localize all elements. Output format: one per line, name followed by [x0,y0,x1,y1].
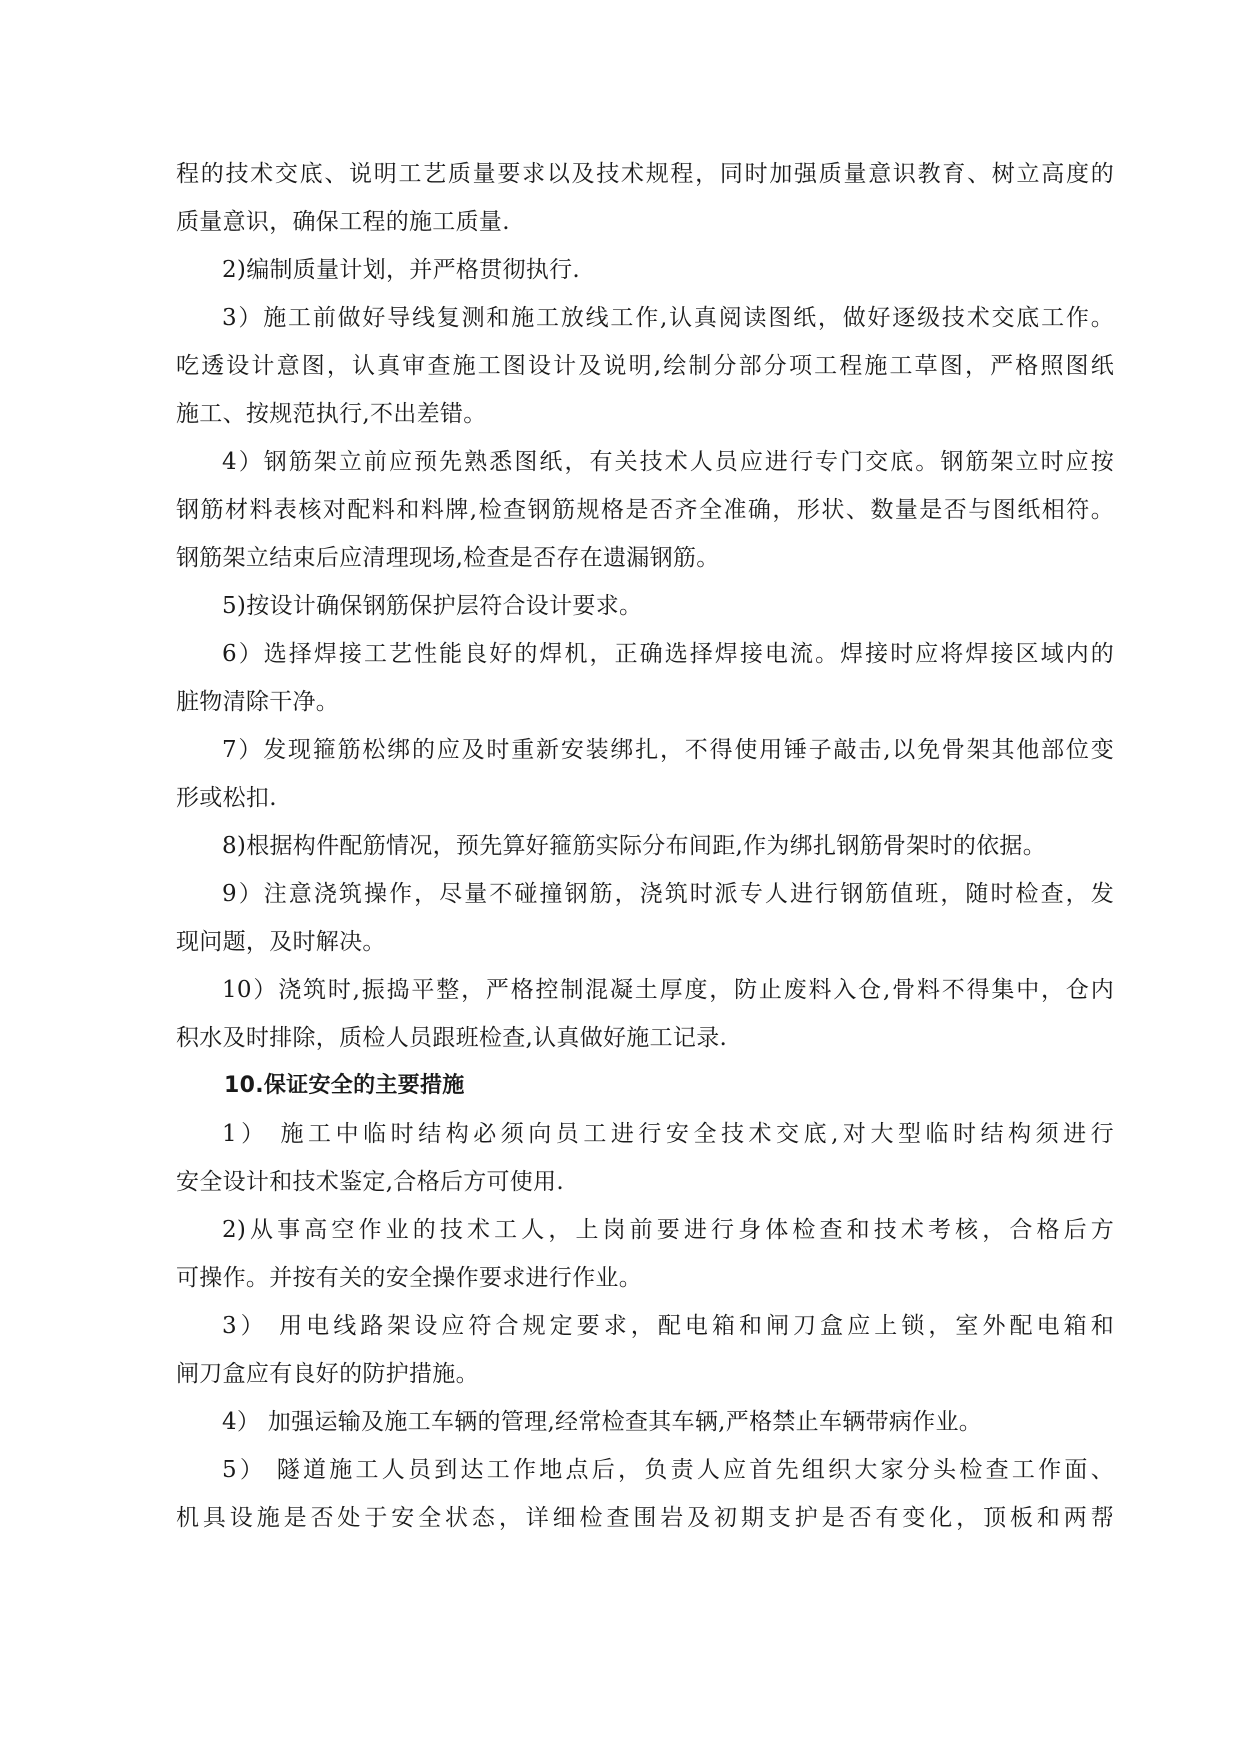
text-line: 5)按设计确保钢筋保护层符合设计要求。 [222,593,643,619]
text-line: 安全设计和技术鉴定,合格后方可使用. [176,1169,565,1195]
text-line: 5） 隧道施工人员到达工作地点后，负责人应首先组织大家分头检查工作面、 [222,1457,1114,1483]
text-line: 3） 用电线路架设应符合规定要求，配电箱和闸刀盒应上锁，室外配电箱和 [222,1313,1114,1339]
text-line: 1） 施工中临时结构必须向员工进行安全技术交底,对大型临时结构须进行 [222,1121,1114,1147]
text-line: 机具设施是否处于安全状态，详细检查围岩及初期支护是否有变化，顶板和两帮 [176,1505,1114,1531]
text-line: 吃透设计意图，认真审查施工图设计及说明,绘制分部分项工程施工草图，严格照图纸 [176,353,1114,379]
text-line: 4） 加强运输及施工车辆的管理,经常检查其车辆,严格禁止车辆带病作业。 [222,1409,983,1435]
document-body [176,150,1114,1542]
text-line: 2)从事高空作业的技术工人，上岗前要进行身体检查和技术考核，合格后方 [222,1217,1114,1243]
section-heading: 10.保证安全的主要措施 [224,1073,465,1098]
text-line: 6）选择焊接工艺性能良好的焊机，正确选择焊接电流。焊接时应将焊接区域内的 [222,641,1114,667]
text-line: 3）施工前做好导线复测和施工放线工作,认真阅读图纸，做好逐级技术交底工作。 [222,305,1114,331]
text-line: 可操作。并按有关的安全操作要求进行作业。 [176,1265,642,1291]
text-line: 10）浇筑时,振捣平整，严格控制混凝土厚度，防止废料入仓,骨料不得集中，仓内 [222,977,1114,1003]
text-line: 2)编制质量计划，并严格贯彻执行. [222,257,581,283]
text-line: 质量意识，确保工程的施工质量. [176,209,510,235]
text-line: 形或松扣. [176,785,277,811]
text-line: 施工、按规范执行,不出差错。 [176,401,487,427]
text-line: 现问题，及时解决。 [176,929,386,955]
text-line: 4）钢筋架立前应预先熟悉图纸，有关技术人员应进行专门交底。钢筋架立时应按 [222,449,1114,475]
text-line: 程的技术交底、说明工艺质量要求以及技术规程，同时加强质量意识教育、树立高度的 [176,161,1114,187]
text-line: 8)根据构件配筋情况，预先算好箍筋实际分布间距,作为绑扎钢筋骨架时的依据。 [222,833,1047,859]
text-line: 积水及时排除，质检人员跟班检查,认真做好施工记录. [176,1025,728,1051]
text-line: 钢筋材料表核对配料和料牌,检查钢筋规格是否齐全准确，形状、数量是否与图纸相符。 [176,497,1114,523]
text-line: 钢筋架立结束后应清理现场,检查是否存在遗漏钢筋。 [176,545,720,571]
text-line: 脏物清除干净。 [176,689,340,715]
text-line: 9）注意浇筑操作，尽量不碰撞钢筋，浇筑时派专人进行钢筋值班，随时检查，发 [222,881,1114,907]
text-line: 7）发现箍筋松绑的应及时重新安装绑扎，不得使用锤子敲击,以免骨架其他部位变 [222,737,1114,763]
text-line: 闸刀盒应有良好的防护措施。 [176,1361,479,1387]
